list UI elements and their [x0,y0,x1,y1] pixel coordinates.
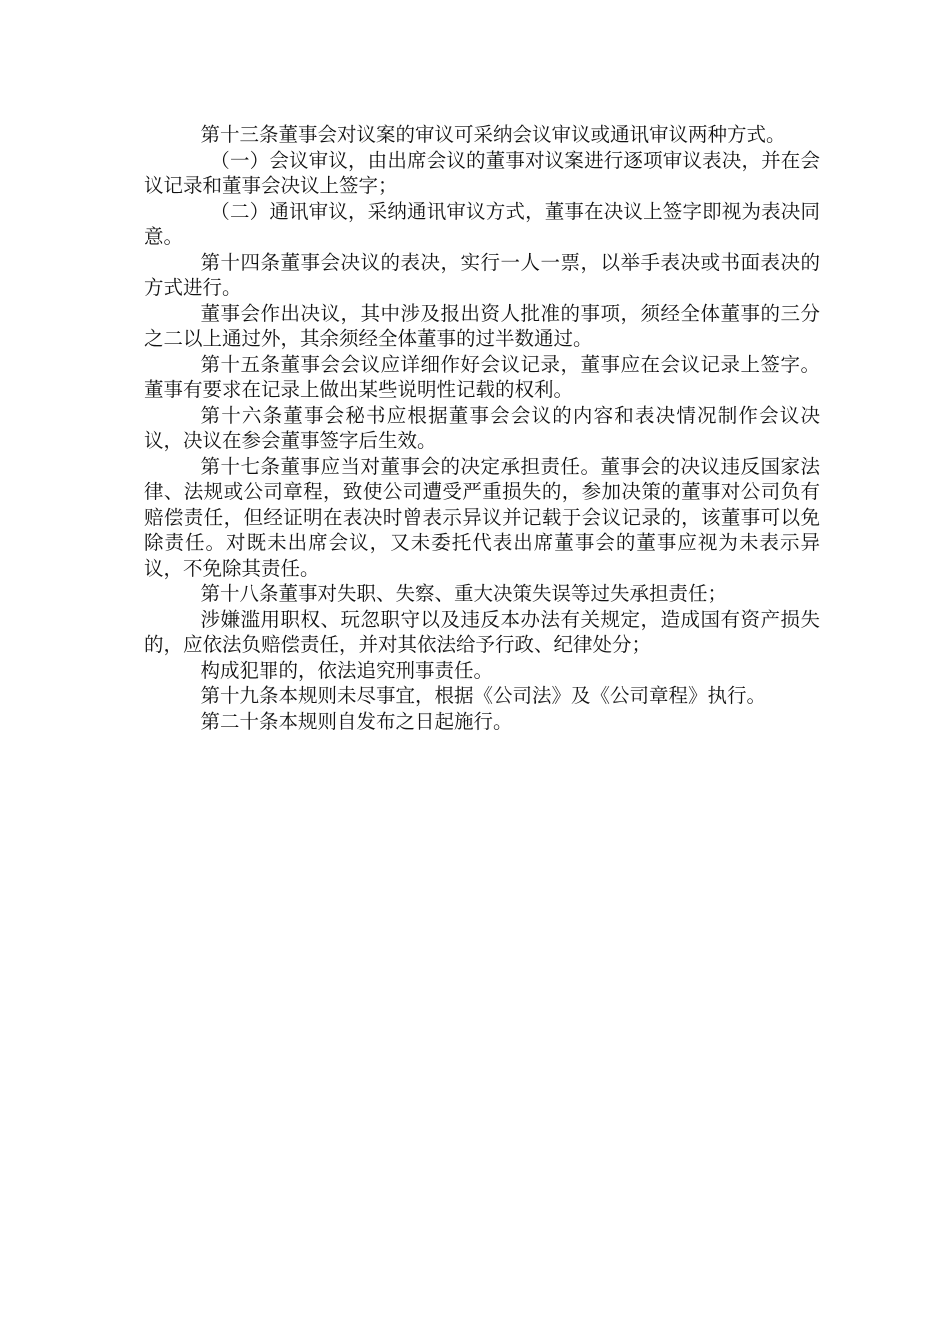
paragraph-resolution-approval: 董事会作出决议，其中涉及报出资人批准的事项，须经全体董事的三分之二以上通过外，其余须经全体董事的过半数通过。 [144,301,820,350]
paragraph-item-1-meeting-review: （一）会议审议，由出席会议的董事对议案进行逐项审议表决，并在会议记录和董事会决议上签字； [144,148,820,197]
paragraph-article-16: 第十六条董事会秘书应根据董事会会议的内容和表决情况制作会议决议，决议在参会董事签字后生效。 [144,403,820,452]
paragraph-article-19: 第十九条本规则未尽事宜，根据《公司法》及《公司章程》执行。 [200,684,767,707]
paragraph-article-20: 第二十条本规则自发布之日起施行。 [200,709,513,733]
paragraph-article-14: 第十四条董事会决议的表决，实行一人一票，以举手表决或书面表决的方式进行。 [144,250,820,299]
document-body [144,122,820,734]
paragraph-article-18: 第十八条董事对失职、失察、重大决策失误等过失承担责任； [200,582,728,605]
paragraph-item-2-correspondence-review: （二）通讯审议，采纳通讯审议方式，董事在决议上签字即视为表决同意。 [144,199,820,248]
paragraph-criminal-liability: 构成犯罪的，依法追究刑事责任。 [200,658,494,682]
paragraph-article-15: 第十五条董事会会议应详细作好会议记录，董事应在会议记录上签字。董事有要求在记录上做出某些说明性记载的权利。 [144,352,820,401]
paragraph-abuse-of-power: 涉嫌滥用职权、玩忽职守以及违反本办法有关规定，造成国有资产损失的，应依法负赔偿责任，并对其依法给予行政、纪律处分； [144,607,820,656]
paragraph-article-13: 第十三条董事会对议案的审议可采纳会议审议或通讯审议两种方式。 [200,123,786,146]
paragraph-article-17: 第十七条董事应当对董事会的决定承担责任。董事会的决议违反国家法律、法规或公司章程，致使公司遭受严重损失的，参加决策的董事对公司负有赔偿责任，但经证明在表决时曾表示异议并记载于会议记录的，该董事可以免除责任。对既未出席会议，又未委托代表出席董事会的董事应视为未表示异议，不免除其责任。 [144,454,820,580]
